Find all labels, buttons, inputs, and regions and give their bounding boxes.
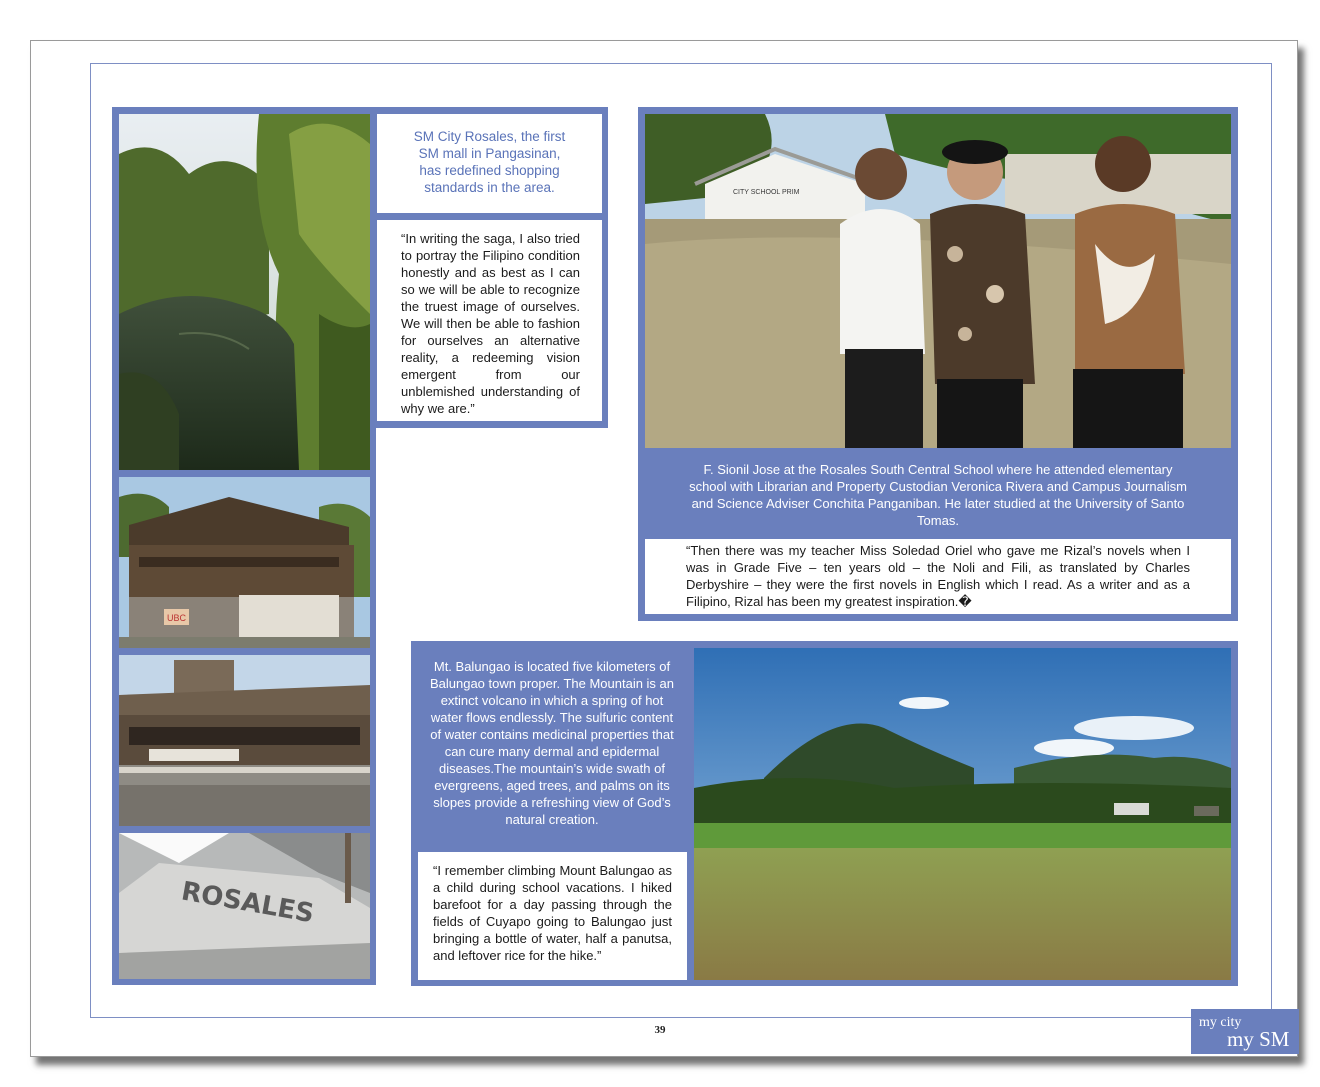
school-group-photo (645, 114, 1231, 448)
brand-logo (1191, 1009, 1299, 1054)
balungao-quote: “I remember climbing Mount Balungao as a child during school vacations. I hiked barefoot for a day passing through the fields of Cuyapo going to Balungao just bringing a bottle of water, half a panutsa, and leftover rice for the hike.” (433, 863, 672, 963)
school-photo-caption: F. Sionil Jose at the Rosales South Central School where he attended elementary school with Librarian and Property Custodian Veronica Rivera and Campus Journalism and Science Adviser Conchita Panganiban. He later studied at the University of Santo Tomas. (689, 462, 1187, 528)
rosales-sign-photo (119, 833, 370, 979)
page-number: 39 (654, 1024, 666, 1036)
store-sign-text: UBC (167, 613, 187, 623)
school-sign-text: CITY SCHOOL PRIM (733, 189, 800, 196)
saga-quote-box (377, 220, 602, 421)
old-house-photo (119, 477, 370, 648)
balungao-quote-box (418, 852, 687, 980)
rizal-quote: “Then there was my teacher Miss Soledad Oriel who gave me Rizal’s novels when I was in Grade Five – ten years old – the Noli and Fili, as translated by Charles Derbyshire – they were the first novels in English which I read. As a writer and as a Filipino, Rizal has been my greatest inspiration.� (686, 543, 1190, 609)
ruined-building-photo (119, 655, 370, 826)
mountain-caption: Mt. Balungao is located five kilometers of Balungao town proper. The Mountain is an extinct volcano in which a spring of hot water flows endlessly. The sulfuric content of water contains medicinal properties that can cure many dermal and epidermal diseases.The mountain’s wide swath of evergreens, aged trees, and palms on its slopes provide a refreshing view of God’s natural creation. (429, 659, 675, 827)
brand-logo-line1: my city (1199, 1015, 1242, 1030)
mall-caption: SM City Rosales, the first SM mall in Pangasinan, has redefined shopping standards in the area. (413, 129, 566, 195)
mall-caption-box (377, 114, 602, 213)
river-photo (119, 114, 370, 470)
rizal-quote-box (645, 539, 1231, 614)
brand-logo-line2: my SM (1227, 1027, 1290, 1051)
saga-quote: “In writing the saga, I also tried to portray the Filipino condition honestly and as best as I can so we will be able to recognize the truest image of ourselves. We will then be able to fashion for ourselves an alternative reality, a redeeming vision emergent from our unblemished understanding of why we are.” (401, 231, 580, 416)
mountain-photo (694, 648, 1231, 980)
rosales-sign-text: ROSALES (178, 876, 317, 930)
